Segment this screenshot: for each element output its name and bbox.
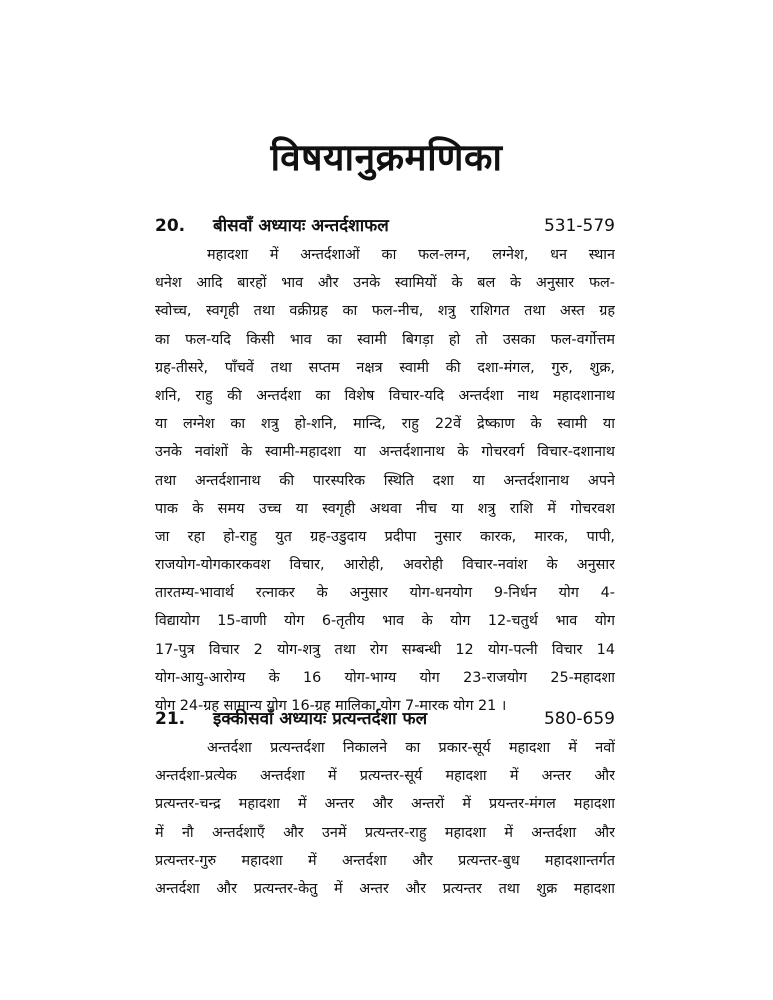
contents-line: या लग्नेश का शत्रु हो-शनि, मान्दि, राहु 22वें द्रेष्काण के स्वामी या xyxy=(155,416,615,433)
chapter-heading xyxy=(155,210,615,242)
contents-line: योग-आयु-आरोग्य के 16 योग-भाग्य योग 23-राजयोग 25-महादशा xyxy=(155,669,615,686)
chapter-title: इक्कीसवाँ अध्यायः प्रत्यन्तर्दशा फल xyxy=(213,709,428,729)
contents-line: महादशा में अन्तर्दशाओं का फल-लग्न, लग्नेश, धन स्थान xyxy=(207,247,615,263)
contents-line: तथा अन्तर्दशानाथ की पारस्परिक स्थिति दशा या अन्तर्दशानाथ अपने xyxy=(155,472,615,489)
contents-line: ग्रह-तीसरे, पाँचवें तथा सप्तम नक्षत्र स्वामी की दशा-मंगल, गुरु, शुक्र, xyxy=(155,359,615,376)
contents-line: अन्तर्दशा और प्रत्यन्तर-केतु में अन्तर और प्रत्यन्तर तथा शुक्र महादशा xyxy=(155,880,615,897)
contents-line: राजयोग-योगकारकवश विचार, आरोही, अवरोही विचार-नवांश के अनुसार xyxy=(155,557,615,574)
contents-line: 17-पुत्र विचार 2 योग-शत्रु तथा रोग सम्बन्धी 12 योग-पत्नी विचार 14 xyxy=(155,641,615,658)
contents-line: प्रत्यन्तर-चन्द्र महादशा में अन्तर और अन्तरों में प्रयन्तर-मंगल महादशा xyxy=(155,796,615,813)
chapter-title: बीसवाँ अध्यायः अन्तर्दशाफल xyxy=(213,216,389,236)
chapter-page-range: 531-579 xyxy=(543,216,615,236)
contents-line: उनके नवांशों के स्वामी-महादशा या अन्तर्दशानाथ के गोचरवर्ग विचार-दशानाथ xyxy=(155,444,615,461)
contents-line: अन्तर्दशा प्रत्यन्तर्दशा निकालने का प्रकार-सूर्य महादशा में नवों xyxy=(207,740,615,756)
contents-line: का फल-यदि किसी भाव का स्वामी बिगड़ा हो तो उसका फल-वर्गोत्तम xyxy=(155,331,615,348)
contents-line: विद्यायोग 15-वाणी योग 6-तृतीय भाव के योग 12-चतुर्थ भाव योग xyxy=(155,613,615,630)
chapter-number: 21. xyxy=(155,709,186,729)
chapter-page-range: 580-659 xyxy=(543,709,615,729)
page-title: विषयानुक्रमणिका xyxy=(270,136,503,179)
contents-line: स्वोच्च, स्वगृही तथा वक्रीग्रह का फल-नीच, शत्रु राशिगत तथा अस्त ग्रह xyxy=(155,303,615,320)
contents-line: जा रहा हो-राहु युत ग्रह-उडुदाय प्रदीपा नुसार कारक, मारक, पापी, xyxy=(155,528,615,545)
chapter-number: 20. xyxy=(155,216,186,236)
contents-line: पाक के समय उच्च या स्वगृही अथवा नीच या शत्रु राशि में गोचरवश xyxy=(155,500,615,517)
contents-line: शनि, राहु की अन्तर्दशा का विशेष विचार-यदि अन्तर्दशा नाथ महादशानाथ xyxy=(155,387,615,404)
contents-line: धनेश आदि बारहों भाव और उनके स्वामियों के बल के अनुसार फल- xyxy=(155,275,615,292)
contents-line: अन्तर्दशा-प्रत्येक अन्तर्दशा में प्रत्यन्तर-सूर्य महादशा में अन्तर और xyxy=(155,768,615,785)
contents-line: में नौ अन्तर्दशाएँ और उनमें प्रत्यन्तर-राहु महादशा में अन्तर्दशा और xyxy=(155,824,615,841)
contents-line: योग 24-ग्रह सामान्य योग 16-ग्रह मालिका योग 7-मारक योग 21 । xyxy=(155,698,507,714)
chapter-heading xyxy=(155,703,615,735)
contents-line: तारतम्य-भावार्थ रत्नाकर के अनुसार योग-धनयोग 9-निर्धन योग 4- xyxy=(155,585,615,602)
contents-line: प्रत्यन्तर-गुरु महादशा में अन्तर्दशा और प्रत्यन्तर-बुध महादशान्तर्गत xyxy=(155,852,615,869)
chapter-contents xyxy=(155,734,615,903)
chapter-contents xyxy=(155,241,615,720)
